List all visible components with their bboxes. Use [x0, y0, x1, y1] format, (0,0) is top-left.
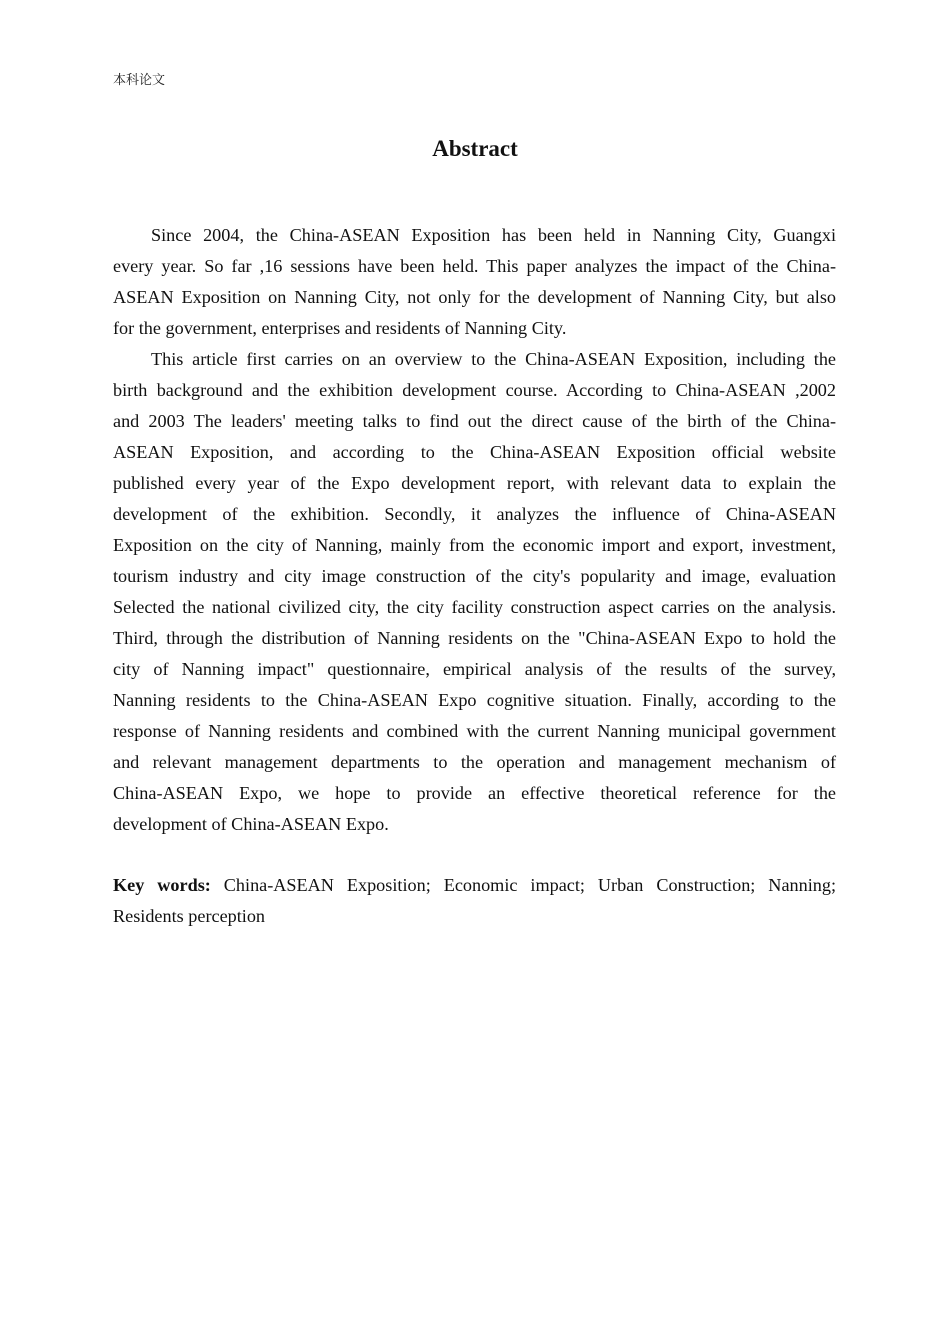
text-line: ASEAN Exposition, and according to the China-ASEAN Exposition official website [113, 442, 836, 462]
text-line: Nanning residents to the China-ASEAN Expo cognitive situation. Finally, according to the [113, 690, 836, 710]
running-header: 本科论文 [113, 73, 166, 88]
text-line: ASEAN Exposition on Nanning City, not only for the development of Nanning City, but also [113, 287, 836, 307]
keywords-line: Residents perception [113, 906, 266, 926]
text-line: response of Nanning residents and combined with the current Nanning municipal government [113, 721, 836, 741]
text-line: development of the exhibition. Secondly, it analyzes the influence of China-ASEAN [113, 504, 836, 524]
text-line: for the government, enterprises and residents of Nanning City. [113, 318, 567, 338]
text-line: This article first carries on an overview to the China-ASEAN Exposition, including the [151, 349, 836, 369]
text-line: city of Nanning impact" questionnaire, empirical analysis of the results of the survey, [113, 659, 836, 679]
text-line: China-ASEAN Expo, we hope to provide an effective theoretical reference for the [113, 783, 836, 803]
abstract-body [113, 220, 836, 932]
text-line: and relevant management departments to the operation and management mechanism of [113, 752, 836, 772]
keywords-line [113, 870, 836, 901]
text-line: tourism industry and city image construction of the city's popularity and image, evaluation [113, 566, 836, 586]
text-line: Exposition on the city of Nanning, mainly from the economic import and export, investment, [113, 535, 836, 555]
text-line: published every year of the Expo development report, with relevant data to explain the [113, 473, 836, 493]
text-line: Since 2004, the China-ASEAN Exposition has been held in Nanning City, Guangxi [151, 225, 836, 245]
text-line: Third, through the distribution of Nanning residents on the "China-ASEAN Expo to hold the [113, 628, 836, 648]
keywords-text: China-ASEAN Exposition; Economic impact; Urban Construction; Nanning; [223, 875, 836, 895]
text-line: Selected the national civilized city, the city facility construction aspect carries on the analysis. [113, 597, 836, 617]
page-title: Abstract [432, 136, 518, 161]
paragraph [113, 220, 836, 344]
text-line: birth background and the exhibition development course. According to China-ASEAN ,2002 [113, 380, 836, 400]
keywords [113, 870, 836, 932]
text-line: and 2003 The leaders' meeting talks to find out the direct cause of the birth of the China- [113, 411, 836, 431]
keywords-label: Key words: [113, 875, 211, 895]
text-line: development of China-ASEAN Expo. [113, 814, 389, 834]
text-line: every year. So far ,16 sessions have been held. This paper analyzes the impact of the China- [113, 256, 836, 276]
paragraph [113, 344, 836, 840]
